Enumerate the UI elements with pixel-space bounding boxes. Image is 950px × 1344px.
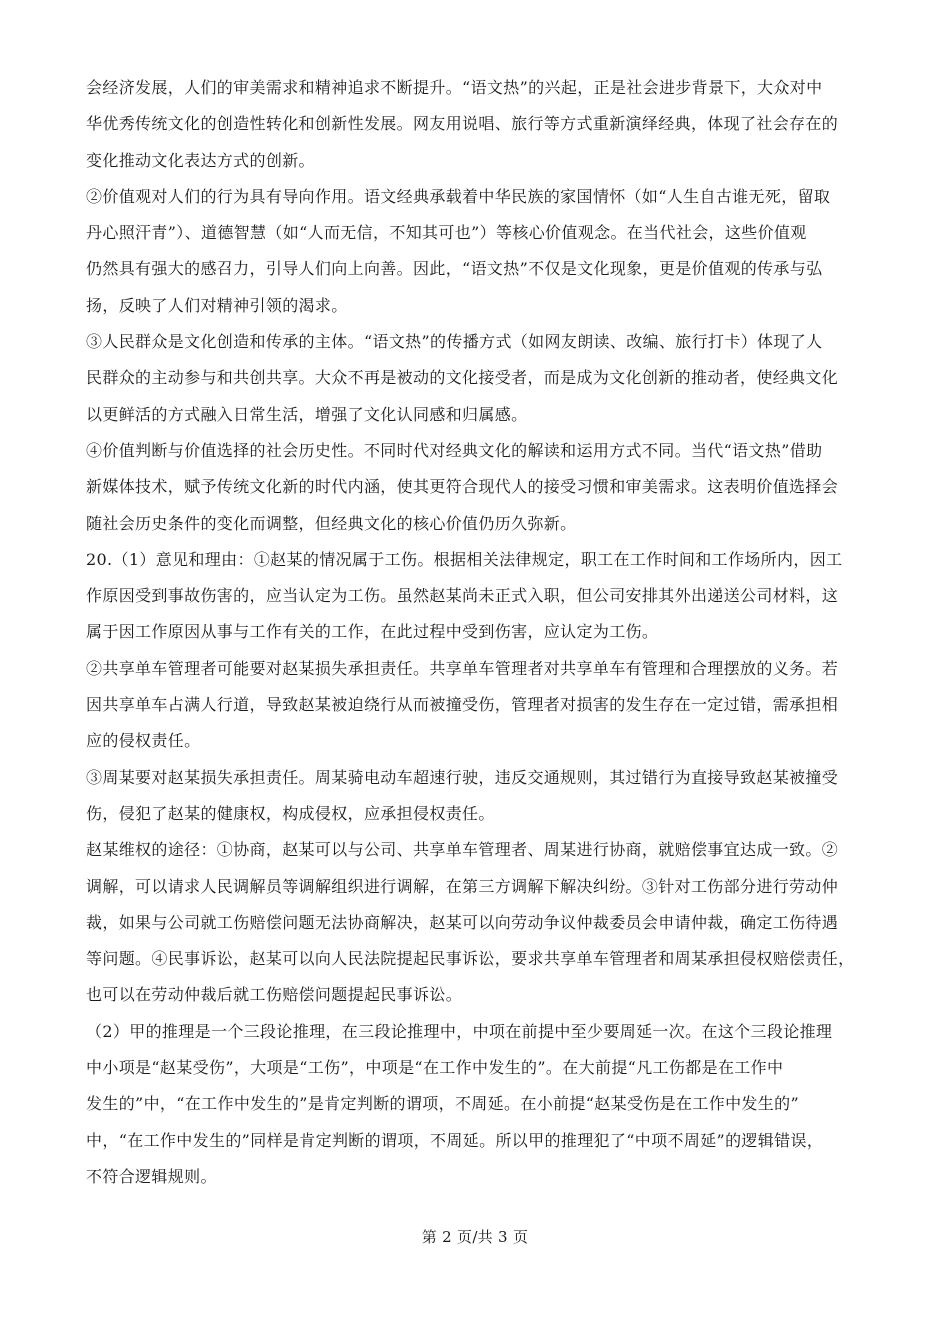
text-line: 华优秀传统文化的创造性转化和创新性发展。网友用说唱、旅行等方式重新演绎经典，体现了社会存在的 xyxy=(86,114,839,134)
text-line: 中小项是“赵某受伤”，大项是“工伤”，中项是“在工作中发生的”。在大前提“凡工伤都是在工作中 xyxy=(86,1058,784,1078)
text-line: 仍然具有强大的感召力，引导人们向上向善。因此，“语文热”不仅是文化现象，更是价值观的传承与弘 xyxy=(86,259,823,279)
text-line: 不符合逻辑规则。 xyxy=(86,1166,217,1186)
page-number: 第 2 页/共 3 页 xyxy=(421,1228,529,1246)
text-line: 等问题。④民事诉讼，赵某可以向人民法院提起民事诉讼，要求共享单车管理者和周某承担侵权赔偿责任， xyxy=(86,949,855,969)
text-line: 会经济发展，人们的审美需求和精神追求不断提升。“语文热”的兴起，正是社会进步背景下，大众对中 xyxy=(86,78,823,97)
text-line: 20.（1）意见和理由：①赵某的情况属于工伤。根据相关法律规定，职工在工作时间和工作场所内，因工 xyxy=(86,549,843,569)
text-line: 裁，如果与公司就工伤赔偿问题无法协商解决，赵某可以向劳动争议仲裁委员会申请仲裁，确定工伤待遇 xyxy=(86,912,839,932)
text-line: 丹心照汗青”）、道德智慧（如“人而无信，不知其可也”）等核心价值观念。在当代社会，这些价值观 xyxy=(86,223,807,243)
text-line: 属于因工作原因从事与工作有关的工作，在此过程中受到伤害，应认定为工伤。 xyxy=(86,622,659,642)
text-line: 以更鲜活的方式融入日常生活，增强了文化认同感和归属感。 xyxy=(86,404,528,424)
text-line: ③人民群众是文化创造和传承的主体。“语文热”的传播方式（如网友朗读、改编、旅行打卡）体现了人 xyxy=(86,332,823,352)
text-line: ④价值判断与价值选择的社会历史性。不同时代对经典文化的解读和运用方式不同。当代“语文热”借助 xyxy=(86,440,823,460)
text-line: 新媒体技术，赋予传统文化新的时代内涵，使其更符合现代人的接受习惯和审美需求。这表明价值选择会 xyxy=(86,477,839,497)
text-line: 随社会历史条件的变化而调整，但经典文化的核心价值仍历久弥新。 xyxy=(86,513,577,533)
text-line: ③周某要对赵某损失承担责任。周某骑电动车超速行驶，违反交通规则，其过错行为直接导致赵某被撞受 xyxy=(86,767,839,787)
text-line: 民群众的主动参与和共创共享。大众不再是被动的文化接受者，而是成为文化创新的推动者，使经典文化 xyxy=(86,368,839,388)
text-line: 调解，可以请求人民调解员等调解组织进行调解，在第三方调解下解决纠纷。③针对工伤部分进行劳动仲 xyxy=(86,876,839,896)
text-line: 中，“在工作中发生的”同样是肯定判断的谓项，不周延。所以甲的推理犯了“中项不周延”的逻辑错误， xyxy=(86,1130,824,1150)
text-line: 也可以在劳动仲裁后就工伤赔偿问题提起民事诉讼。 xyxy=(86,985,463,1005)
text-line: 因共享单车占满人行道，导致赵某被迫绕行从而被撞受伤，管理者对损害的发生存在一定过错，需承担相 xyxy=(86,695,839,715)
document-body xyxy=(86,70,864,1195)
text-line: ②价值观对人们的行为具有导向作用。语文经典承载着中华民族的家国情怀（如“人生自古谁无死，留取 xyxy=(86,186,831,206)
text-line: 赵某维权的途径：①协商，赵某可以与公司、共享单车管理者、周某进行协商，就赔偿事宜达成一致。② xyxy=(86,840,839,860)
text-line: 应的侵权责任。 xyxy=(86,731,201,751)
text-line: 伤，侵犯了赵某的健康权，构成侵权，应承担侵权责任。 xyxy=(86,803,495,823)
text-line: 变化推动文化表达方式的创新。 xyxy=(86,150,315,170)
text-line: （2）甲的推理是一个三段论推理，在三段论推理中，中项在前提中至少要周延一次。在这个三段论推理 xyxy=(86,1021,833,1041)
text-line: 扬，反映了人们对精神引领的渴求。 xyxy=(86,295,348,315)
text-line: ②共享单车管理者可能要对赵某损失承担责任。共享单车管理者对共享单车有管理和合理摆放的义务。若 xyxy=(86,658,839,678)
text-line: 发生的”中，“在工作中发生的”是肯定判断的谓项，不周延。在小前提“赵某受伤是在工作中发生的” xyxy=(86,1094,799,1114)
text-line: 作原因受到事故伤害的，应当认定为工伤。虽然赵某尚未正式入职，但公司安排其外出递送公司材料，这 xyxy=(86,586,839,606)
